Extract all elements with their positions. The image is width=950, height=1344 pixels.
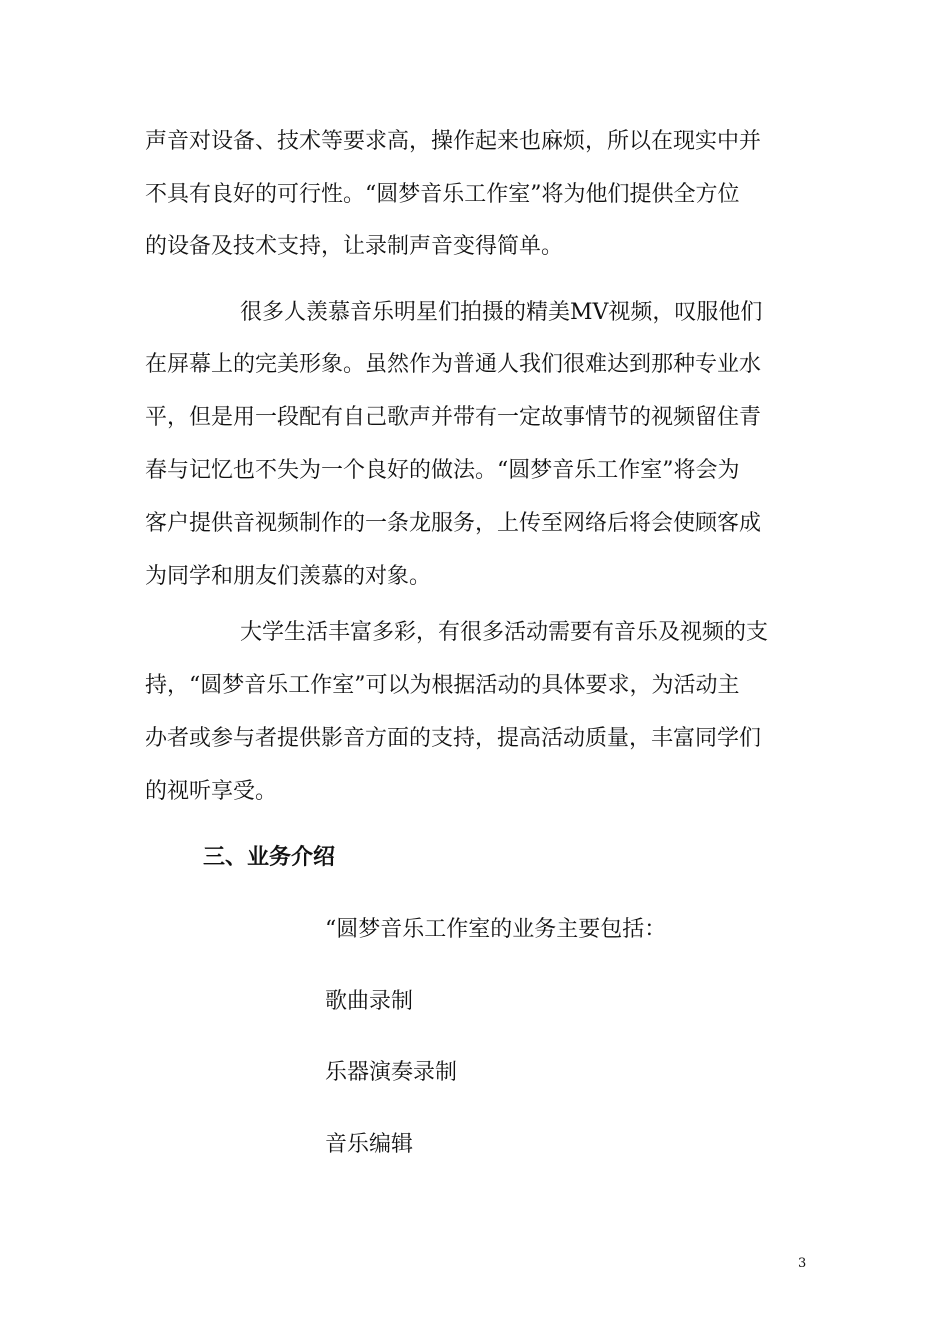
paragraph-1-line: 声音对设备、技术等要求高，操作起来也麻烦，所以在现实中并: [145, 129, 762, 154]
services-intro: “圆梦音乐工作室的业务主要包括：: [325, 917, 667, 942]
paragraph-3-line: 办者或参与者提供影音方面的支持，提高活动质量，丰富同学们: [145, 726, 762, 751]
paragraph-1-line: 的设备及技术支持，让录制声音变得简单。: [145, 234, 564, 259]
paragraph-3-line: 持，“圆梦音乐工作室”可以为根据活动的具体要求，为活动主: [145, 673, 740, 698]
section-heading: 三、业务介绍: [203, 844, 336, 870]
paragraph-2-line: 客户提供音视频制作的一条龙服务，上传至网络后将会使顾客成: [145, 511, 762, 536]
paragraph-2-line: 平，但是用一段配有自己歌声并带有一定故事情节的视频留住青: [145, 405, 762, 430]
paragraph-2-line: 为同学和朋友们羡慕的对象。: [145, 564, 432, 589]
service-item: 乐器演奏录制: [325, 1060, 458, 1085]
service-item: 歌曲录制: [325, 989, 414, 1014]
paragraph-2-line: 很多人羡慕音乐明星们拍摄的精美MV视频，叹服他们: [240, 300, 763, 325]
paragraph-2-line: 在屏幕上的完美形象。虽然作为普通人我们很难达到那种专业水: [145, 352, 762, 377]
paragraph-1-line: 不具有良好的可行性。“圆梦音乐工作室”将为他们提供全方位: [145, 182, 740, 207]
page-number: 3: [798, 1256, 807, 1271]
paragraph-3-line: 大学生活丰富多彩，有很多活动需要有音乐及视频的支: [240, 620, 769, 645]
paragraph-2-line: 春与记忆也不失为一个良好的做法。“圆梦音乐工作室”将会为: [145, 458, 740, 483]
service-item: 音乐编辑: [325, 1132, 414, 1157]
paragraph-3-line: 的视听享受。: [145, 779, 278, 804]
